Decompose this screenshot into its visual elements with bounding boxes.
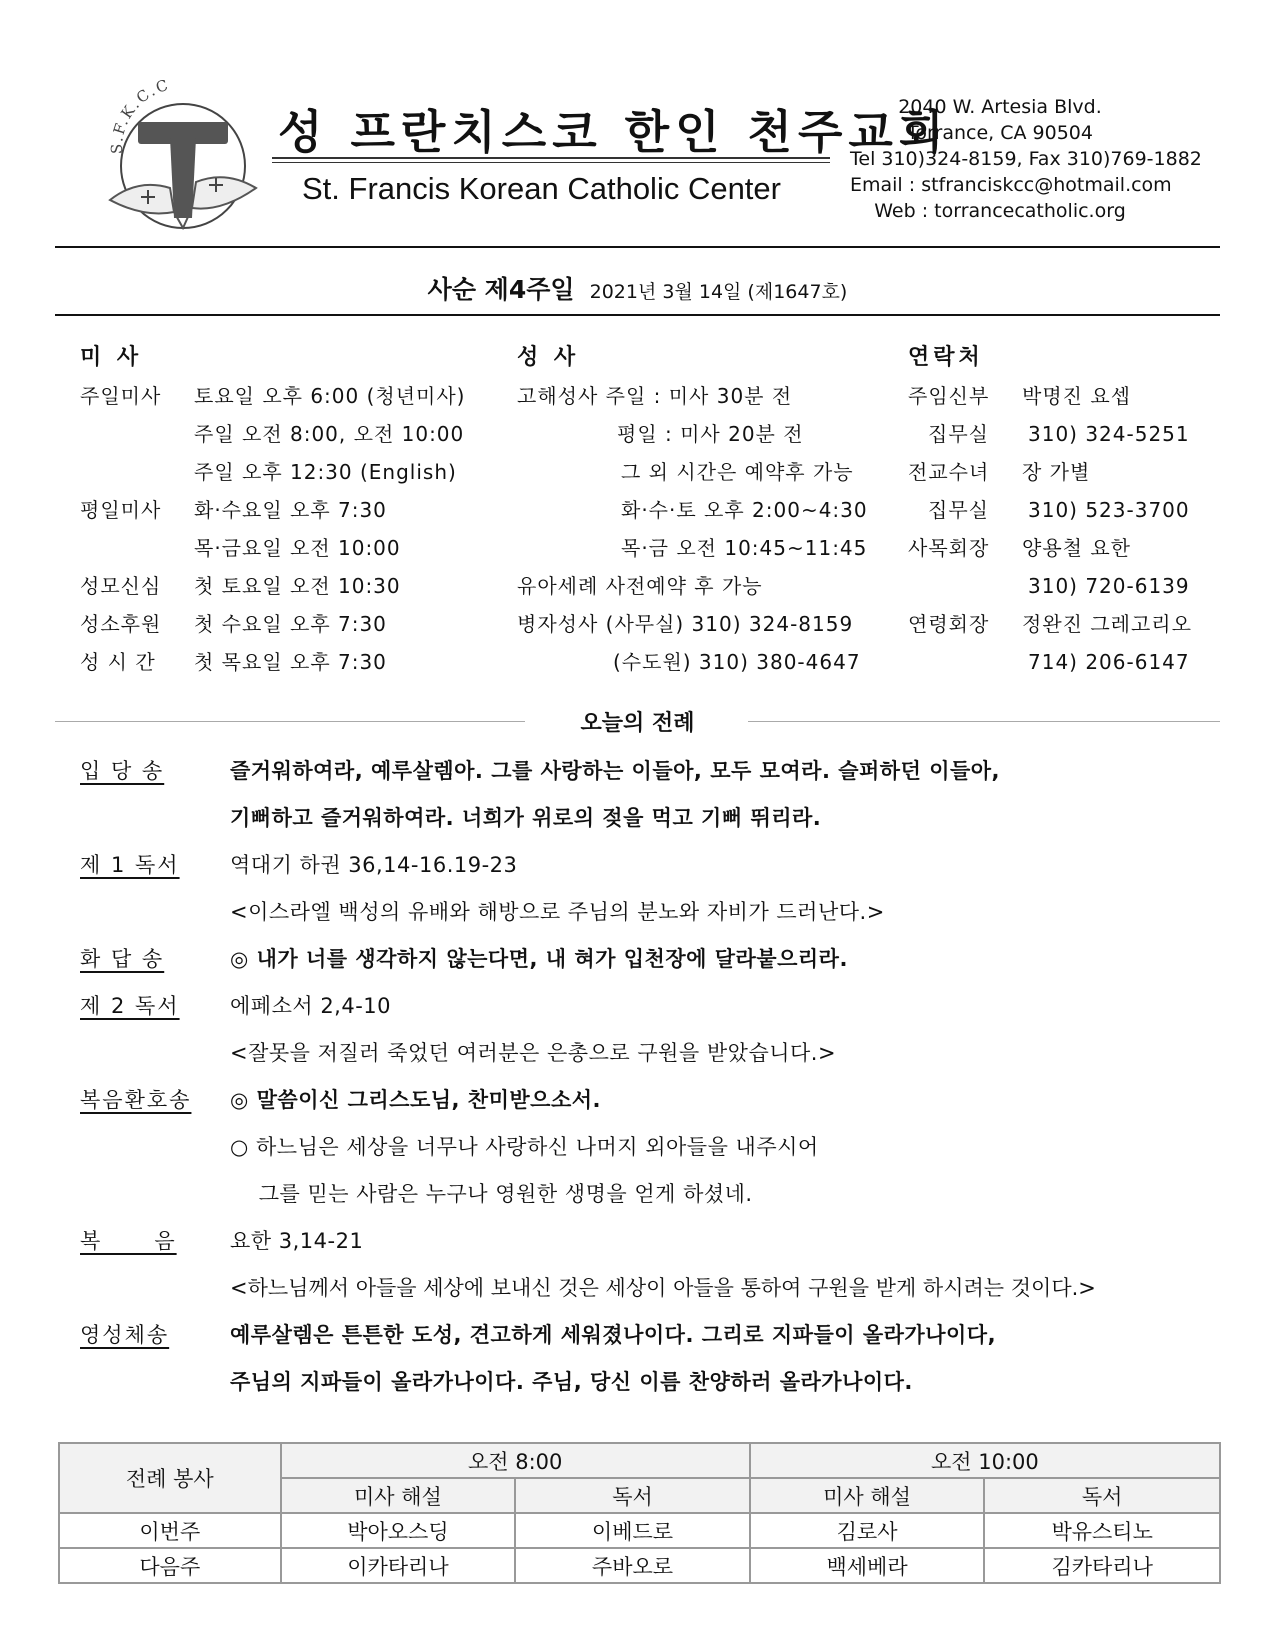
address-line: Torrance, CA 90504 (907, 122, 1093, 144)
liturgy-text: 에페소서 2,4-10 (230, 994, 392, 1018)
contact-label: 집무실 (928, 498, 989, 522)
sacrament-text: (수도원) 310) 380-4647 (613, 650, 861, 674)
mass-label: 성소후원 (80, 612, 162, 636)
sacrament-text: 화·수·토 오후 2:00~4:30 (621, 498, 868, 522)
liturgy-text: 그를 믿는 사람은 누구나 영원한 생명을 얻게 하셨네. (230, 1182, 753, 1206)
contacts-heading: 연락처 (908, 345, 984, 370)
sacrament-text: 평일 : 미사 20분 전 (617, 422, 804, 446)
table-cell: 박아오스딩 (281, 1513, 516, 1548)
week-label: 다음주 (59, 1548, 281, 1583)
table-corner-header: 전례 봉사 (59, 1443, 281, 1513)
liturgy-label: 영성체송 (80, 1323, 170, 1347)
sacrament-text: 목·금 오전 10:45~11:45 (621, 536, 868, 560)
sacrament-text: 병자성사 (사무실) 310) 324-8159 (517, 612, 854, 636)
contact-value: 310) 324-5251 (1028, 422, 1190, 446)
mass-heading: 미 사 (80, 345, 143, 370)
table-cell: 백세베라 (750, 1548, 985, 1583)
title-divider-thin (272, 162, 830, 163)
mass-time-header: 오전 8:00 (281, 1443, 750, 1478)
contact-value: 양용철 요한 (1022, 536, 1131, 560)
contact-value: 정완진 그레고리오 (1022, 612, 1192, 636)
contact-value: 714) 206-6147 (1028, 650, 1190, 674)
contact-value: 310) 523-3700 (1028, 498, 1190, 522)
liturgy-divider-right (748, 721, 1220, 722)
church-logo (108, 78, 258, 230)
table-cell: 이카타리나 (281, 1548, 516, 1583)
contact-value: 장 가별 (1022, 460, 1091, 484)
mass-label: 성 시 간 (80, 650, 156, 674)
liturgy-label: 입 당 송 (80, 759, 165, 783)
sunday-banner (0, 270, 1275, 306)
liturgy-text: 기뻐하고 즐거워하여라. 너희가 위로의 젖을 먹고 기뻐 뛰리라. (230, 806, 822, 830)
contact-label: 사목회장 (908, 536, 990, 560)
role-header: 미사 해설 (281, 1478, 516, 1513)
liturgy-text: 요한 3,14-21 (230, 1229, 364, 1253)
contact-value: 310) 720-6139 (1028, 574, 1190, 598)
website-link[interactable]: Web : torrancecatholic.org (874, 200, 1126, 222)
sunday-title: 사순 제4주일 (427, 275, 575, 304)
liturgy-label: 복음환호송 (80, 1088, 192, 1112)
liturgy-title: 오늘의 전례 (580, 711, 695, 736)
contact-label: 전교수녀 (908, 460, 990, 484)
table-cell: 주바오로 (515, 1548, 750, 1583)
mass-time: 주일 오후 12:30 (English) (194, 460, 457, 484)
table-cell: 박유스티노 (984, 1513, 1220, 1548)
sacraments-heading: 성 사 (517, 345, 580, 370)
mass-time: 토요일 오후 6:00 (청년미사) (194, 384, 466, 408)
contact-label: 주임신부 (908, 384, 990, 408)
mass-time: 화·수요일 오후 7:30 (194, 498, 387, 522)
liturgy-label: 복 음 (80, 1229, 177, 1253)
contact-label: 연령회장 (908, 612, 990, 636)
mass-time: 주일 오전 8:00, 오전 10:00 (194, 422, 465, 446)
liturgy-text: ○ 하느님은 세상을 너무나 사랑하신 나머지 외아들을 내주시어 (230, 1135, 819, 1159)
mass-time: 첫 목요일 오후 7:30 (194, 650, 387, 674)
mass-time: 첫 수요일 오후 7:30 (194, 612, 387, 636)
table-cell: 김로사 (750, 1513, 985, 1548)
liturgy-text: 즐거워하여라, 예루살렘아. 그를 사랑하는 이들아, 모두 모여라. 슬퍼하던 이들아, (230, 759, 1001, 783)
liturgy-text: 역대기 하권 36,14-16.19-23 (230, 853, 518, 877)
liturgy-label: 제 1 독서 (80, 853, 180, 877)
table-cell: 김카타리나 (984, 1548, 1220, 1583)
header-rule-top (55, 246, 1220, 248)
contact-label: 집무실 (928, 422, 989, 446)
title-divider (272, 157, 830, 159)
liturgy-text: ◎ 말씀이신 그리스도님, 찬미받으소서. (230, 1088, 602, 1112)
email-link[interactable]: Email : stfranciskcc@hotmail.com (850, 174, 1172, 196)
table-cell: 이베드로 (515, 1513, 750, 1548)
mass-label: 평일미사 (80, 498, 162, 522)
phone-fax: Tel 310)324-8159, Fax 310)769-1882 (850, 148, 1202, 170)
liturgy-text: <잘못을 저질러 죽었던 여러분은 은총으로 구원을 받았습니다.> (230, 1041, 837, 1065)
contact-address-block (850, 94, 1202, 224)
mass-time: 첫 토요일 오전 10:30 (194, 574, 401, 598)
role-header: 미사 해설 (750, 1478, 985, 1513)
liturgy-text: ◎ 내가 너를 생각하지 않는다면, 내 혀가 입천장에 달라붙으리라. (230, 947, 848, 971)
liturgy-service-table (58, 1442, 1221, 1584)
mass-time: 목·금요일 오전 10:00 (194, 536, 401, 560)
header-rule-bottom (55, 314, 1220, 316)
logo-text: S.F.K.C.C (108, 78, 172, 155)
sacrament-text: 유아세례 사전예약 후 가능 (517, 574, 763, 598)
liturgy-text: 주님의 지파들이 올라가나이다. 주님, 당신 이름 찬양하러 올라가나이다. (230, 1370, 913, 1394)
sacrament-text: 그 외 시간은 예약후 가능 (621, 460, 854, 484)
role-header: 독서 (515, 1478, 750, 1513)
mass-label: 주일미사 (80, 384, 162, 408)
liturgy-text: <하느님께서 아들을 세상에 보내신 것은 세상이 아들을 통하여 구원을 받게 하시려는 것이다.> (230, 1276, 1096, 1300)
bulletin-date: 2021년 3월 14일 (제1647호) (589, 281, 848, 303)
mass-time-header: 오전 10:00 (750, 1443, 1220, 1478)
liturgy-label: 화 답 송 (80, 947, 165, 971)
table-row (59, 1513, 1220, 1548)
mass-label: 성모신심 (80, 574, 162, 598)
role-header: 독서 (984, 1478, 1220, 1513)
church-title-english: St. Francis Korean Catholic Center (302, 171, 781, 206)
liturgy-text: <이스라엘 백성의 유배와 해방으로 주님의 분노와 자비가 드러난다.> (230, 900, 885, 924)
week-label: 이번주 (59, 1513, 281, 1548)
church-title-korean: 성 프란치스코 한인 천주교회 (278, 105, 950, 159)
liturgy-text: 예루살렘은 튼튼한 도성, 견고하게 세워졌나이다. 그리로 지파들이 올라가나이다, (230, 1323, 997, 1347)
table-row (59, 1548, 1220, 1583)
sacrament-text: 고해성사 주일 : 미사 30분 전 (517, 384, 793, 408)
liturgy-label: 제 2 독서 (80, 994, 180, 1018)
address-line: 2040 W. Artesia Blvd. (898, 96, 1102, 118)
contact-value: 박명진 요셉 (1022, 384, 1131, 408)
